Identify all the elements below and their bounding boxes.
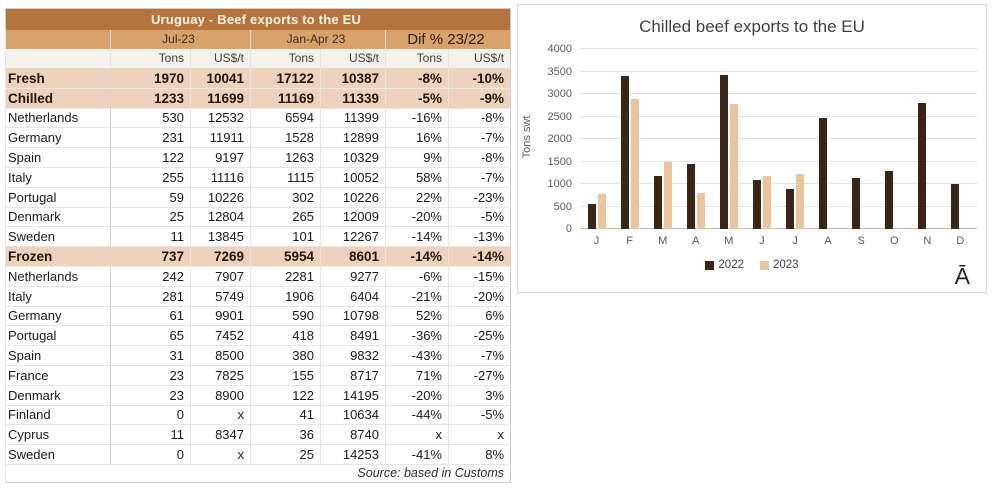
row-label: Netherlands [6,266,111,286]
cell-sweden-3: 12267 [321,227,386,247]
col-header-3-ust: US$/t [321,49,386,69]
cell-chilled-2: 11169 [251,88,321,108]
cell-netherlands-0: 530 [111,108,191,128]
bar-group-9-O [878,49,911,229]
bar-2023-A-3 [697,193,705,229]
cell-portugal-0: 65 [111,326,191,346]
col-header-2-tons: Tons [251,49,321,69]
bar-2022-J-0 [588,204,596,229]
bar-2022-M-4 [720,75,728,229]
table-row-spain [6,148,511,168]
cell-finland-1: x [191,405,251,425]
cell-netherlands-1: 7907 [191,266,251,286]
bar-group-1-F [613,49,646,229]
cell-denmark-5: -5% [449,207,511,227]
table-row-italy [6,286,511,306]
cell-denmark-2: 122 [251,385,321,405]
cell-netherlands-2: 6594 [251,108,321,128]
table-row-spain [6,346,511,366]
row-label: Germany [6,306,111,326]
cell-italy-3: 10052 [321,167,386,187]
cell-sweden-1: x [191,445,251,465]
chart-panel [517,4,987,293]
cell-italy-4: -21% [386,286,449,306]
y-axis-ticks [532,43,572,235]
row-label: Fresh [6,69,111,89]
x-tick-6-J: J [792,235,798,247]
cell-cyprus-0: 11 [111,425,191,445]
cell-france-0: 23 [111,365,191,385]
bar-group-3-A [679,49,712,229]
cell-sweden-4: -14% [386,227,449,247]
cell-chilled-3: 11339 [321,88,386,108]
cell-italy-4: 58% [386,167,449,187]
exports-table [5,8,511,483]
cell-denmark-4: -20% [386,207,449,227]
bar-group-0-J [580,49,613,229]
cell-denmark-1: 8900 [191,385,251,405]
cell-netherlands-4: -16% [386,108,449,128]
row-label: Frozen [6,247,111,267]
cell-italy-5: -7% [449,167,511,187]
cell-portugal-3: 10226 [321,187,386,207]
cell-spain-4: -43% [386,346,449,366]
cell-cyprus-5: x [449,425,511,445]
cell-france-4: 71% [386,365,449,385]
cell-italy-3: 6404 [321,286,386,306]
cell-finland-2: 41 [251,405,321,425]
cell-france-5: -27% [449,365,511,385]
x-tick-2-M: M [658,235,668,247]
table-colgroup-row [6,30,511,49]
table-row-denmark [6,207,511,227]
bar-2022-N-10 [918,103,926,229]
stray-glyph: Ā [954,263,970,289]
row-label: Spain [6,148,111,168]
x-tick-7-A: A [824,235,832,247]
bar-2022-J-6 [786,189,794,229]
cell-germany-5: -7% [449,128,511,148]
cell-italy-5: -20% [449,286,511,306]
table-row-fresh [6,69,511,89]
cell-netherlands-3: 9277 [321,266,386,286]
cell-portugal-5: -25% [449,326,511,346]
cell-germany-4: 52% [386,306,449,326]
cell-netherlands-3: 11399 [321,108,386,128]
cell-spain-2: 380 [251,346,321,366]
cell-fresh-2: 17122 [251,69,321,89]
cell-italy-1: 5749 [191,286,251,306]
y-tick-3000: 3000 [547,88,572,100]
cell-spain-1: 9197 [191,148,251,168]
cell-finland-3: 10634 [321,405,386,425]
cell-italy-0: 255 [111,167,191,187]
cell-denmark-0: 23 [111,385,191,405]
cell-portugal-4: -36% [386,326,449,346]
row-label: Sweden [6,227,111,247]
cell-fresh-5: -10% [449,69,511,89]
x-tick-9-O: O [889,235,899,247]
table-row-finland [6,405,511,425]
cell-germany-2: 590 [251,306,321,326]
cell-spain-5: -7% [449,346,511,366]
y-tick-500: 500 [553,200,572,213]
cell-netherlands-4: -6% [386,266,449,286]
cell-fresh-3: 10387 [321,69,386,89]
bar-2022-S-8 [852,178,860,229]
cell-italy-0: 281 [111,286,191,306]
cell-finland-5: -5% [449,405,511,425]
cell-frozen-0: 737 [111,247,191,267]
legend-swatch-2023 [760,261,769,270]
y-tick-4000: 4000 [547,43,572,55]
cell-spain-4: 9% [386,148,449,168]
cell-spain-1: 8500 [191,346,251,366]
row-label: Denmark [6,207,111,227]
cell-germany-2: 1528 [251,128,321,148]
bar-group-7-A [812,49,845,229]
cell-cyprus-3: 8740 [321,425,386,445]
cell-portugal-1: 10226 [191,187,251,207]
bar-group-5-J [745,49,778,229]
cell-chilled-0: 1233 [111,88,191,108]
row-label: Italy [6,167,111,187]
table-row-sweden [6,227,511,247]
cell-germany-3: 12899 [321,128,386,148]
cell-sweden-4: -41% [386,445,449,465]
bar-2022-A-3 [687,164,695,229]
cell-denmark-4: -20% [386,385,449,405]
x-tick-11-D: D [956,235,965,247]
bar-group-11-D [944,49,977,229]
cell-spain-2: 1263 [251,148,321,168]
col-header-1-ust: US$/t [191,49,251,69]
legend-item-2022 [705,259,744,271]
cell-chilled-4: -5% [386,88,449,108]
table-row-sweden [6,445,511,465]
bar-2022-F-1 [621,76,629,229]
y-tick-2500: 2500 [547,110,572,123]
source-row [6,464,511,482]
cell-netherlands-0: 242 [111,266,191,286]
y-tick-3500: 3500 [547,65,572,78]
cell-portugal-3: 8491 [321,326,386,346]
cell-germany-0: 231 [111,128,191,148]
source-note: Source: based in Customs [6,464,511,482]
col-header-4-tons: Tons [386,49,449,69]
cell-finland-0: 0 [111,405,191,425]
row-label: Spain [6,346,111,366]
table-row-chilled [6,88,511,108]
cell-germany-0: 61 [111,306,191,326]
chart-title: Chilled beef exports to the EU [639,17,865,36]
y-tick-1000: 1000 [547,178,572,190]
x-tick-5-J: J [759,235,765,247]
cell-frozen-5: -14% [449,247,511,267]
table-row-netherlands [6,266,511,286]
col-header-0-tons: Tons [111,49,191,69]
bar-2023-F-1 [631,99,639,229]
cell-frozen-3: 8601 [321,247,386,267]
table-title: Uruguay - Beef exports to the EU [6,9,511,30]
cell-portugal-1: 7452 [191,326,251,346]
cell-sweden-5: -13% [449,227,511,247]
cell-spain-0: 31 [111,346,191,366]
cell-netherlands-1: 12532 [191,108,251,128]
cell-frozen-4: -14% [386,247,449,267]
bar-group-10-N [911,49,944,229]
cell-portugal-0: 59 [111,187,191,207]
cell-germany-4: 16% [386,128,449,148]
cell-spain-0: 122 [111,148,191,168]
cell-denmark-5: 3% [449,385,511,405]
row-label: Chilled [6,88,111,108]
row-label: Portugal [6,187,111,207]
colgroup-dif-2322: Dif % 23/22 [386,30,511,49]
cell-frozen-2: 5954 [251,247,321,267]
cell-cyprus-1: 8347 [191,425,251,445]
col-header-5-ust: US$/t [449,49,511,69]
cell-portugal-4: 22% [386,187,449,207]
bar-2023-J-6 [796,174,804,229]
legend-item-2023 [760,259,799,271]
y-axis-label: Tons swt [521,115,533,159]
cell-chilled-5: -9% [449,88,511,108]
exports-table-panel [5,8,510,483]
cell-portugal-2: 302 [251,187,321,207]
bar-group-2-M [646,49,679,229]
table-row-portugal [6,187,511,207]
y-tick-0: 0 [565,223,572,235]
cell-denmark-1: 12804 [191,207,251,227]
x-tick-3-A: A [692,235,700,247]
bar-2023-M-4 [730,104,738,229]
x-tick-4-M: M [724,235,734,247]
cell-denmark-0: 25 [111,207,191,227]
cell-sweden-0: 11 [111,227,191,247]
cell-sweden-1: 13845 [191,227,251,247]
cell-italy-2: 1115 [251,167,321,187]
plot-area [580,49,977,229]
cell-sweden-5: 8% [449,445,511,465]
cell-sweden-0: 0 [111,445,191,465]
cell-france-2: 155 [251,365,321,385]
row-label: Sweden [6,445,111,465]
cell-netherlands-5: -8% [449,108,511,128]
cell-germany-3: 10798 [321,306,386,326]
table-row-portugal [6,326,511,346]
cell-spain-5: -8% [449,148,511,168]
table-title-row [6,9,511,30]
row-label: France [6,365,111,385]
bar-group-6-J [778,49,811,229]
bar-groups [580,49,977,229]
cell-spain-3: 10329 [321,148,386,168]
x-axis-labels [580,235,977,247]
bar-2023-J-0 [598,194,606,229]
legend-label-2022: 2022 [718,259,744,271]
x-tick-0-J: J [593,235,600,247]
bar-2022-M-2 [654,176,662,229]
table-row-italy [6,167,511,187]
cell-portugal-2: 418 [251,326,321,346]
bar-2023-J-5 [763,176,771,229]
table-header-row [6,49,511,69]
row-label: Cyprus [6,425,111,445]
row-label: Portugal [6,326,111,346]
cell-italy-1: 11116 [191,167,251,187]
bar-2022-O-9 [885,171,893,230]
table-row-frozen [6,247,511,267]
cell-italy-2: 1906 [251,286,321,306]
y-tick-2000: 2000 [547,133,572,145]
cell-germany-1: 9901 [191,306,251,326]
header-spacer [6,49,111,69]
table-row-cyprus [6,425,511,445]
cell-denmark-3: 12009 [321,207,386,227]
y-tick-1500: 1500 [547,155,572,168]
legend-swatch-2022 [705,261,714,270]
cell-germany-5: 6% [449,306,511,326]
cell-finland-4: -44% [386,405,449,425]
cell-denmark-2: 265 [251,207,321,227]
bar-group-8-S [845,49,878,229]
cell-netherlands-5: -15% [449,266,511,286]
cell-fresh-1: 10041 [191,69,251,89]
table-row-germany [6,128,511,148]
bar-2022-A-7 [819,118,827,229]
colgroup-spacer [6,30,111,49]
cell-spain-3: 9832 [321,346,386,366]
cell-denmark-3: 14195 [321,385,386,405]
row-label: Germany [6,128,111,148]
bar-2022-J-5 [753,180,761,229]
table-row-germany [6,306,511,326]
cell-cyprus-4: x [386,425,449,445]
cell-fresh-0: 1970 [111,69,191,89]
cell-sweden-2: 25 [251,445,321,465]
bar-2023-M-2 [664,162,672,230]
x-tick-8-S: S [857,235,865,247]
cell-portugal-5: -23% [449,187,511,207]
cell-frozen-1: 7269 [191,247,251,267]
table-row-france [6,365,511,385]
cell-sweden-3: 14253 [321,445,386,465]
table-row-netherlands [6,108,511,128]
cell-france-1: 7825 [191,365,251,385]
colgroup-jul23: Jul-23 [111,30,251,49]
cell-sweden-2: 101 [251,227,321,247]
colgroup-janapr23: Jan-Apr 23 [251,30,386,49]
chart-legend [518,259,986,271]
row-label: Italy [6,286,111,306]
cell-netherlands-2: 2281 [251,266,321,286]
cell-germany-1: 11911 [191,128,251,148]
row-label: Netherlands [6,108,111,128]
bar-group-4-M [712,49,745,229]
row-label: Finland [6,405,111,425]
bar-2022-D-11 [951,184,959,229]
cell-france-3: 8717 [321,365,386,385]
legend-label-2023: 2023 [773,259,799,271]
row-label: Denmark [6,385,111,405]
x-tick-1-F: F [626,235,633,247]
table-row-denmark [6,385,511,405]
x-tick-10-N: N [923,235,932,247]
cell-fresh-4: -8% [386,69,449,89]
cell-cyprus-2: 36 [251,425,321,445]
cell-chilled-1: 11699 [191,88,251,108]
